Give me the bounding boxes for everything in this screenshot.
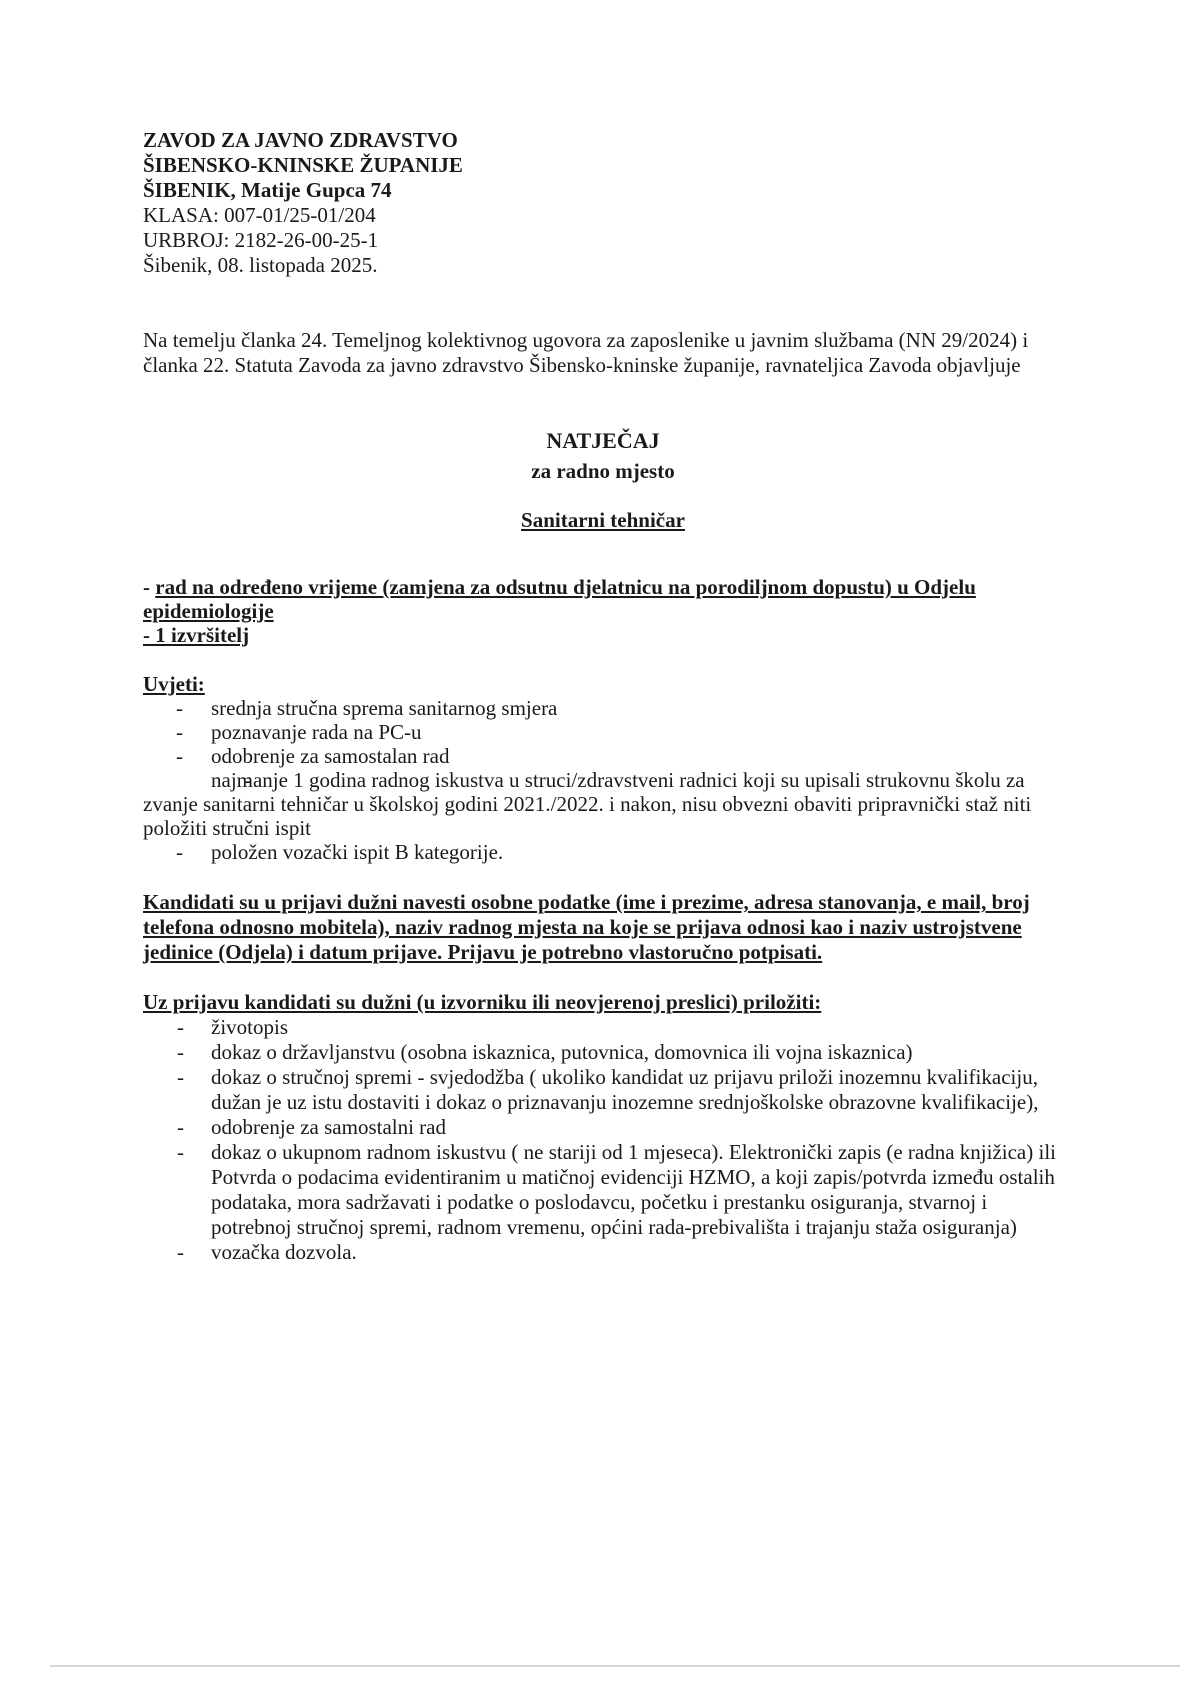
employment-terms xyxy=(143,575,1063,647)
document-item: - dokaz o ukupnom radnom iskustvu ( ne stariji od 1 mjeseca). Elektronički zapis (e radna knjižica) ili Potvrda o podacima evidentiranim u matičnoj evidenciji HZMO, a koji zapis/potvrda između ostalih podataka, mora sadržavati i podatke o poslodavcu, početku i prestanku osiguranja, stvarnoj i potrebnoj stručnoj spremi, radnom vremenu, općini rada-prebivališta i trajanju staža osiguranja) xyxy=(143,1140,1063,1240)
documents-title: Uz prijavu kandidati su dužni (u izvorniku ili neovjerenoj preslici) priložiti: xyxy=(143,990,822,1014)
documents-section xyxy=(143,990,1063,1265)
position-count: - 1 izvršitelj xyxy=(143,623,250,647)
condition-item xyxy=(143,768,1063,840)
conditions-title: Uvjeti: xyxy=(143,672,205,696)
document-item: - životopis xyxy=(143,1015,1063,1040)
announcement-title: NATJEČAJ xyxy=(546,428,660,453)
conditions-section xyxy=(143,672,1063,864)
document-item: - odobrenje za samostalni rad xyxy=(143,1115,1063,1140)
klasa: KLASA: 007-01/25-01/204 xyxy=(143,203,376,227)
document-page xyxy=(143,128,1063,1265)
terms-prefix: - xyxy=(143,575,156,599)
conditions-list xyxy=(143,696,1063,864)
condition-item: - odobrenje za samostalan rad xyxy=(143,744,1063,768)
document-item: - dokaz o stručnoj spremi - svjedodžba ( ukoliko kandidat uz prijavu priloži inozemnu kvalifikaciju, dužan je uz istu dostaviti i dokaz o priznavanju inozemne srednjoškolske obrazovne kvalifikacije), xyxy=(143,1065,1063,1115)
condition-item: - srednja stručna sprema sanitarnog smjera xyxy=(143,696,1063,720)
terms-line: rad na određeno vrijeme (zamjena za odsutnu djelatnicu na porodiljnom dopustu) u Odjelu epidemiologije xyxy=(143,575,976,623)
condition-item: - poznavanje rada na PC-u xyxy=(143,720,1063,744)
document-date: Šibenik, 08. listopada 2025. xyxy=(143,253,378,277)
urbroj: URBROJ: 2182-26-00-25-1 xyxy=(143,228,379,252)
condition-item: - položen vozački ispit B kategorije. xyxy=(143,840,1063,864)
announcement-subtitle: za radno mjesto xyxy=(531,459,675,483)
document-item: - vozačka dozvola. xyxy=(143,1240,1063,1265)
documents-list xyxy=(143,1015,1063,1265)
org-address: ŠIBENIK, Matije Gupca 74 xyxy=(143,178,392,202)
document-item: - dokaz o državljanstvu (osobna iskaznica, putovnica, domovnica ili vojna iskaznica) xyxy=(143,1040,1063,1065)
application-notice: Kandidati su u prijavi dužni navesti osobne podatke (ime i prezime, adresa stanovanja, e mail, broj telefona odnosno mobitela), naziv radnog mjesta na koje se prijava odnosi kao i naziv ustrojstvene jedinice (Odjela) i datum prijave. Prijavu je potrebno vlastoručno potpisati. xyxy=(143,890,1030,964)
letterhead xyxy=(143,128,1063,278)
org-name-line2: ŠIBENSKO-KNINSKE ŽUPANIJE xyxy=(143,153,463,177)
condition-item-text: najmanje 1 godina radnog iskustva u struci/zdravstveni radnici koji su upisali strukovnu školu za zvanje sanitarni tehničar u školskoj godini 2021./2022. i nakon, nisu obvezni obaviti pripravnički staž niti položiti stručni ispit xyxy=(143,768,1032,840)
intro-paragraph: Na temelju članka 24. Temeljnog kolektivnog ugovora za zaposlenike u javnim službama (NN 29/2024) i članka 22. Statuta Zavoda za javno zdravstvo Šibensko-kninske županije, ravnateljica Zavoda objavljuje xyxy=(143,328,1029,377)
scan-edge-line xyxy=(50,1665,1180,1667)
position-title: Sanitarni tehničar xyxy=(521,508,685,532)
org-name-line1: ZAVOD ZA JAVNO ZDRAVSTVO xyxy=(143,128,458,152)
